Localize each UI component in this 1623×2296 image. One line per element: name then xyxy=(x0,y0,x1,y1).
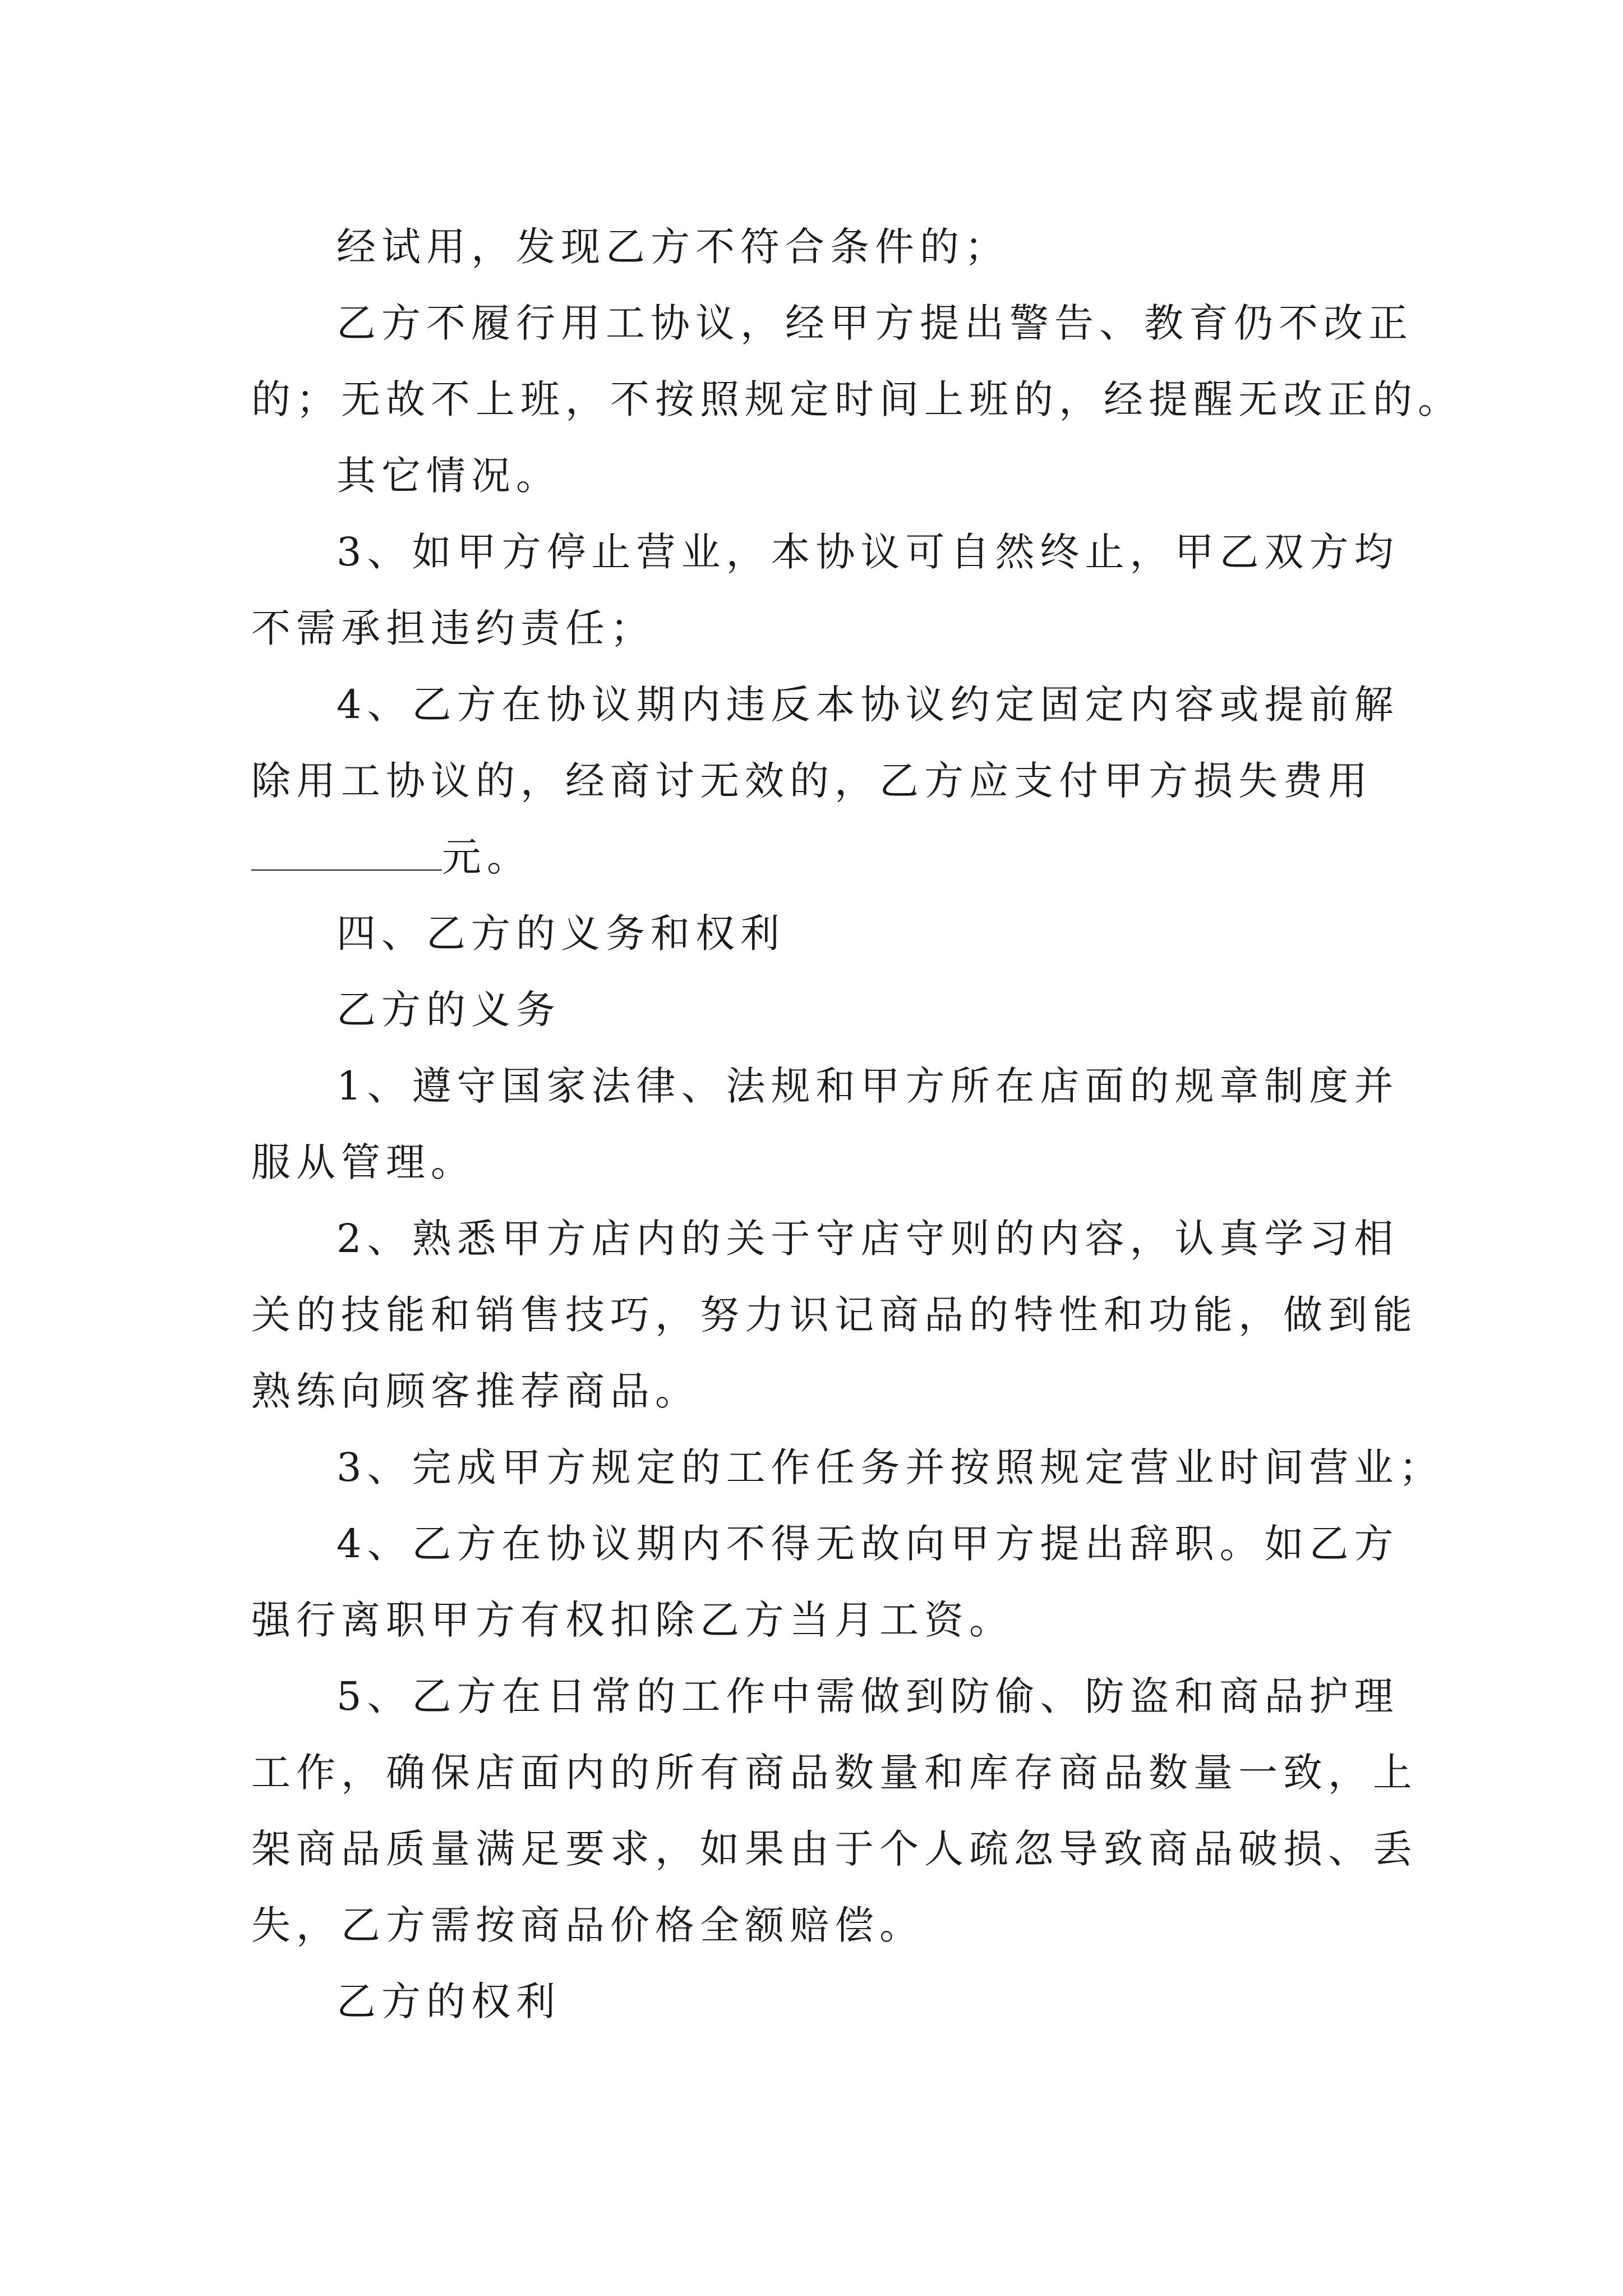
subsection-heading: 乙方的义务 xyxy=(336,987,561,1033)
text-line: 元。 xyxy=(251,819,1378,895)
text-line: 失，乙方需按商品价格全额赔偿。 xyxy=(251,1902,924,1948)
text-line: 架商品质量满足要求，如果由于个人疏忽导致商品破损、丢 xyxy=(251,1826,1418,1872)
section-heading: 四、乙方的义务和权利 xyxy=(336,910,785,956)
fill-in-blank xyxy=(251,837,442,871)
text-line: 经试用，发现乙方不符合条件的； xyxy=(336,224,1009,270)
text-line: 3、如甲方停止营业，本协议可自然终止，甲乙双方均 xyxy=(336,529,1399,575)
text-line: 工作，确保店面内的所有商品数量和库存商品数量一致，上 xyxy=(251,1750,1418,1796)
subsection-heading: 乙方的权利 xyxy=(336,1978,561,2024)
text-line: 的；无故不上班，不按照规定时间上班的，经提醒无改正的。 xyxy=(251,376,1463,422)
text-line: 4、乙方在协议期内违反本协议约定固定内容或提前解 xyxy=(336,682,1399,728)
text-line: 关的技能和销售技巧，努力识记商品的特性和功能，做到能 xyxy=(251,1292,1418,1338)
text-line: 熟练向顾客推荐商品。 xyxy=(251,1368,700,1414)
text-line: 服从管理。 xyxy=(251,1139,476,1185)
text-line: 1、遵守国家法律、法规和甲方所在店面的规章制度并 xyxy=(336,1063,1399,1109)
text-line: 5、乙方在日常的工作中需做到防偷、防盗和商品护理 xyxy=(336,1673,1399,1719)
text-line: 3、完成甲方规定的工作任务并按照规定营业时间营业； xyxy=(336,1444,1444,1490)
text-line: 2、熟悉甲方店内的关于守店守则的内容，认真学习相 xyxy=(336,1216,1399,1262)
text-line: 不需承担违约责任； xyxy=(251,605,655,651)
text-line: 除用工协议的，经商讨无效的，乙方应支付甲方损失费用 xyxy=(251,758,1373,804)
text-line: 其它情况。 xyxy=(336,453,561,499)
text-line: 4、乙方在协议期内不得无故向甲方提出辞职。如乙方 xyxy=(336,1521,1399,1567)
text-line: 乙方不履行用工协议，经甲方提出警告、教育仍不改正 xyxy=(336,300,1413,346)
text-line: 强行离职甲方有权扣除乙方当月工资。 xyxy=(251,1597,1014,1643)
